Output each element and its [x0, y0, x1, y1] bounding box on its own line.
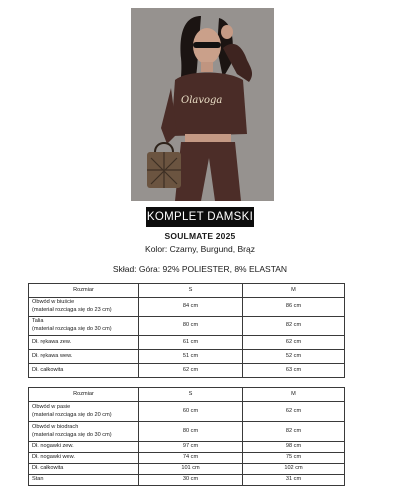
material-composition: Skład: Góra: 92% POLIESTER, 8% ELASTAN: [112, 264, 288, 274]
table-row: [29, 475, 345, 486]
value-s: 80 cm: [139, 422, 243, 442]
product-photo: [131, 8, 274, 201]
row-label: Obwód w biodrach (materiał rozciąga się do 30 cm): [29, 422, 139, 442]
table-row: [29, 317, 345, 336]
row-label: Dł. rękawa zew.: [29, 336, 139, 350]
row-label: Dł. całkowita: [29, 464, 139, 475]
row-label: Stan: [29, 475, 139, 486]
color-options: Kolor: Czarny, Burgund, Brąz: [145, 244, 255, 254]
value-m: 86 cm: [243, 298, 345, 317]
value-m: 63 cm: [243, 364, 345, 378]
value-m: 75 cm: [243, 453, 345, 464]
size-table-bottom: [28, 387, 345, 486]
row-label: Obwód w pasie (materiał rozciąga się do 20 cm): [29, 402, 139, 422]
value-m: 52 cm: [243, 350, 345, 364]
value-s: 80 cm: [139, 317, 243, 336]
value-m: 82 cm: [243, 422, 345, 442]
header-size: Rozmiar: [29, 284, 139, 298]
size-table-top: [28, 283, 345, 378]
table-row: [29, 422, 345, 442]
header-m: M: [243, 388, 345, 402]
product-title-badge: KOMPLET DAMSKI: [146, 207, 254, 227]
value-s: 60 cm: [139, 402, 243, 422]
header-size: Rozmiar: [29, 388, 139, 402]
table-row: [29, 298, 345, 317]
row-label: Dł. nogawki wew.: [29, 453, 139, 464]
header-m: M: [243, 284, 345, 298]
table-row: [29, 453, 345, 464]
value-m: 98 cm: [243, 442, 345, 453]
row-label: Obwód w biuście (materiał rozciąga się do 23 cm): [29, 298, 139, 317]
value-m: 82 cm: [243, 317, 345, 336]
header-s: S: [139, 388, 243, 402]
row-label: Dł. nogawki zew.: [29, 442, 139, 453]
value-m: 102 cm: [243, 464, 345, 475]
value-s: 101 cm: [139, 464, 243, 475]
row-label: Talia (materiał rozciąga się do 30 cm): [29, 317, 139, 336]
value-s: 61 cm: [139, 336, 243, 350]
shirt-print-text: Olavoga: [181, 95, 223, 106]
table-header-row: [29, 284, 345, 298]
row-label: Dł. całkowita: [29, 364, 139, 378]
value-s: 30 cm: [139, 475, 243, 486]
value-s: 97 cm: [139, 442, 243, 453]
value-s: 84 cm: [139, 298, 243, 317]
brand-name: SOULMATE 2025: [164, 231, 236, 241]
value-s: 51 cm: [139, 350, 243, 364]
table-row: [29, 364, 345, 378]
row-label: Dł. rękawa wew.: [29, 350, 139, 364]
value-m: 62 cm: [243, 336, 345, 350]
value-m: 31 cm: [243, 475, 345, 486]
value-m: 62 cm: [243, 402, 345, 422]
value-s: 74 cm: [139, 453, 243, 464]
value-s: 62 cm: [139, 364, 243, 378]
table-row: [29, 442, 345, 453]
table-row: [29, 350, 345, 364]
table-row: [29, 402, 345, 422]
table-row: [29, 464, 345, 475]
header-s: S: [139, 284, 243, 298]
table-row: [29, 336, 345, 350]
table-header-row: [29, 388, 345, 402]
